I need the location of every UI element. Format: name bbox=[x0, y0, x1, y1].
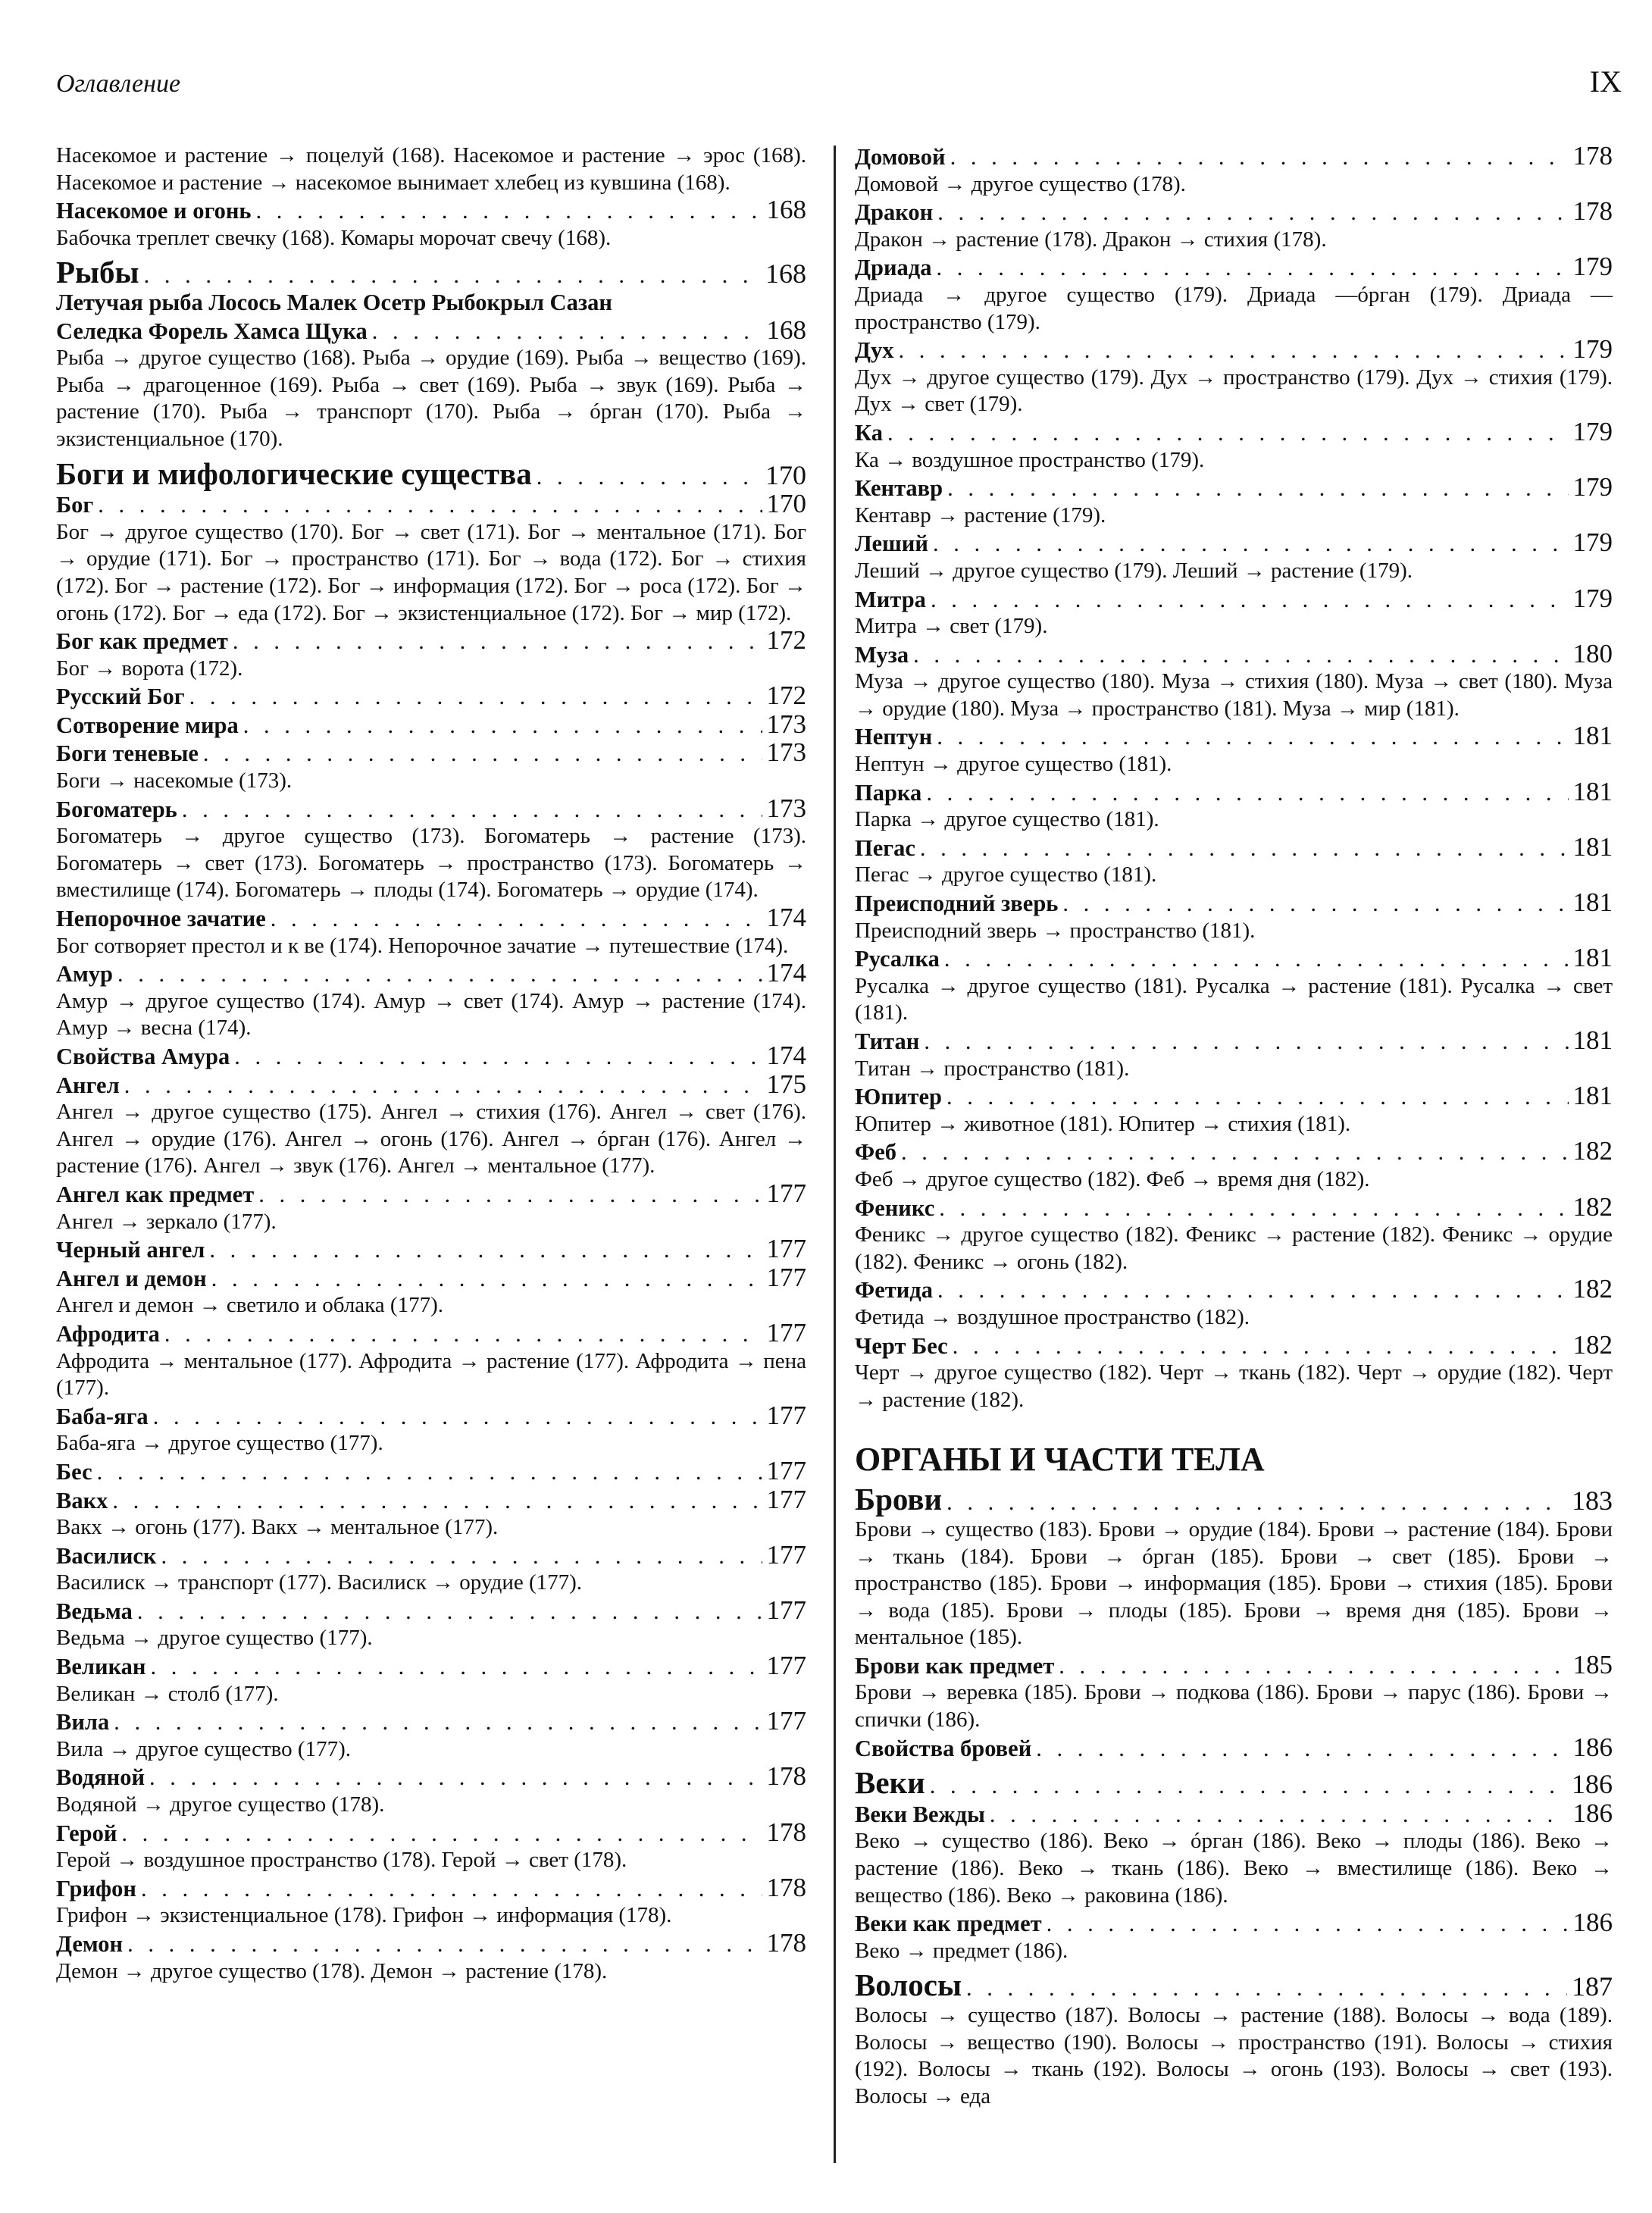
toc-entry[interactable] bbox=[56, 711, 806, 740]
toc-entry[interactable] bbox=[855, 944, 1613, 973]
entry-title: Ведьма bbox=[56, 1598, 133, 1624]
entry-description: Брови → веревка (185). Брови → подкова (186). Брови → парус (186). Брови → спички (186). bbox=[855, 1680, 1613, 1733]
dot-leader bbox=[151, 1654, 762, 1681]
entry-page-number: 174 bbox=[766, 1041, 806, 1070]
entry-title: Афродита bbox=[56, 1320, 160, 1347]
entry-page-number: 179 bbox=[1572, 252, 1613, 282]
toc-entry[interactable] bbox=[56, 1071, 806, 1100]
dot-leader bbox=[271, 906, 762, 933]
toc-entry[interactable] bbox=[855, 142, 1613, 171]
entry-description: Герой → воздушное пространство (178). Герой → свет (178). bbox=[56, 1848, 627, 1873]
entry-page-number: 177 bbox=[766, 1706, 806, 1736]
entry-page-number: 170 bbox=[765, 459, 806, 490]
entry-page-number: 179 bbox=[1572, 583, 1613, 613]
entry-title: Преисподний зверь bbox=[855, 891, 1059, 917]
entry-title: Парка bbox=[855, 779, 922, 806]
entry-page-number: 177 bbox=[766, 1539, 806, 1570]
dot-leader bbox=[898, 337, 1568, 365]
entry-description: Феникс → другое существо (182). Феникс → растение (182). Феникс → орудие (182). Феникс → огонь (182). bbox=[855, 1222, 1613, 1274]
entry-description: Веко → предмет (186). bbox=[855, 1938, 1068, 1963]
entry-page-number: 177 bbox=[766, 1455, 806, 1485]
entry-page-number: 168 bbox=[766, 315, 806, 345]
toc-entry[interactable] bbox=[56, 1707, 806, 1736]
entry-page-number: 186 bbox=[1572, 1908, 1613, 1938]
entry-page-number: 168 bbox=[765, 258, 806, 290]
entry-title: Русский Бог bbox=[56, 684, 185, 710]
entry-description: Русалка → другое существо (181). Русалка → растение (181). Русалка → свет (181). bbox=[855, 973, 1613, 1025]
toc-entry[interactable] bbox=[855, 198, 1613, 227]
dot-leader bbox=[946, 1489, 1567, 1517]
dot-leader bbox=[256, 198, 762, 225]
entry-page-number: 181 bbox=[1572, 1081, 1613, 1111]
dot-leader bbox=[233, 628, 762, 656]
dot-leader bbox=[127, 1931, 762, 1958]
entry-description: Афродита → ментальное (177). Афродита → растение (177). Афродита → пена (177). bbox=[56, 1348, 806, 1401]
entry-title: Волосы bbox=[855, 1967, 962, 2003]
toc-entry[interactable] bbox=[56, 196, 806, 225]
entry-title: Баба-яга bbox=[56, 1403, 149, 1429]
toc-entry[interactable] bbox=[855, 418, 1613, 447]
entry-description: Парка → другое существо (181). bbox=[855, 807, 1159, 832]
dot-leader bbox=[149, 1764, 762, 1792]
dot-leader bbox=[931, 587, 1569, 614]
entry-title: Феникс bbox=[855, 1194, 935, 1221]
entry-title: Домовой bbox=[855, 144, 946, 170]
entry-title: Леший bbox=[855, 531, 928, 557]
entry-title: Водяной bbox=[56, 1764, 145, 1791]
toc-entry[interactable] bbox=[56, 959, 806, 988]
entry-page-number: 178 bbox=[766, 1928, 806, 1958]
entry-description: Бабочка треплет свечку (168). Комары морочат свечу (168). bbox=[56, 225, 612, 250]
dot-leader bbox=[124, 1072, 762, 1100]
entry-description: Митра → свет (179). bbox=[855, 614, 1048, 639]
dot-leader bbox=[913, 642, 1568, 669]
group-entry[interactable] bbox=[855, 1482, 1613, 1517]
entry-page-number: 179 bbox=[1572, 416, 1613, 446]
dot-leader bbox=[990, 1801, 1569, 1829]
dot-leader bbox=[924, 1028, 1568, 1056]
entry-page-number: 172 bbox=[766, 681, 806, 711]
entry-title: Бог как предмет bbox=[56, 628, 228, 655]
column-divider bbox=[834, 146, 836, 2163]
toc-entry[interactable] bbox=[56, 1539, 806, 1570]
entry-title: Ангел bbox=[56, 1072, 120, 1098]
section-heading: ОРГАНЫ И ЧАСТИ ТЕЛА bbox=[855, 1441, 1265, 1479]
dot-leader bbox=[953, 1333, 1569, 1360]
entry-title: Селедка Форель Хамса Щука bbox=[56, 318, 368, 344]
entry-description: Брови → существо (183). Брови → орудие (184). Брови → растение (184). Брови → ткань (184). Брови → óрган (185). Брови → свет (185). Брови → пространство (185). Брови → информация (185). Брови → стихия (185). Брови → вода (185). Брови → плоды (185). Брови → время дня (185). Брови → ментальное (185). bbox=[855, 1517, 1613, 1650]
entry-title: Муза bbox=[855, 641, 909, 668]
dot-leader bbox=[936, 255, 1568, 282]
dot-leader bbox=[966, 1975, 1567, 2002]
entry-description: Бог сотворяет престол и к ве (174). Непорочное зачатие → путешествие (174). bbox=[56, 933, 789, 958]
entry-page-number: 181 bbox=[1572, 721, 1613, 751]
toc-entry[interactable] bbox=[855, 778, 1613, 807]
toc-entry[interactable] bbox=[56, 1402, 806, 1431]
running-header-title: Оглавление bbox=[56, 70, 181, 98]
dot-leader bbox=[933, 531, 1569, 558]
dot-leader bbox=[950, 144, 1569, 171]
entry-description: Ангел и демон → светило и облака (177). bbox=[56, 1293, 443, 1318]
entry-description: Амур → другое существо (174). Амур → свет (174). Амур → растение (174). Амур → весна (174). bbox=[56, 988, 806, 1041]
toc-entry[interactable] bbox=[56, 1652, 806, 1681]
toc-entry[interactable] bbox=[56, 1874, 806, 1903]
dot-leader bbox=[372, 318, 762, 346]
entry-description: Грифон → экзистенциальное (178). Грифон → информация (178). bbox=[56, 1903, 672, 1928]
entry-title: Русалка bbox=[855, 946, 940, 972]
entry-description: Фетида → воздушное пространство (182). bbox=[855, 1304, 1250, 1329]
dot-leader bbox=[121, 1820, 762, 1848]
entry-title: Брови как предмет bbox=[855, 1652, 1055, 1679]
dot-leader bbox=[926, 780, 1568, 807]
entry-title: Рыбы bbox=[56, 255, 139, 290]
entry-page-number: 182 bbox=[1572, 1329, 1613, 1360]
toc-entry[interactable] bbox=[56, 904, 806, 933]
dot-leader bbox=[137, 1598, 762, 1626]
entry-page-number: 181 bbox=[1572, 1025, 1613, 1055]
entry-title: Нептун bbox=[855, 724, 933, 750]
toc-entry[interactable] bbox=[855, 1651, 1613, 1680]
entry-page-number: 168 bbox=[766, 195, 806, 225]
entry-page-number: 182 bbox=[1572, 1274, 1613, 1304]
dot-leader bbox=[112, 1488, 762, 1515]
toc-entry[interactable] bbox=[56, 490, 806, 519]
dot-leader bbox=[937, 724, 1568, 751]
entry-page-number: 182 bbox=[1572, 1191, 1613, 1222]
entry-title: Вакх bbox=[56, 1487, 108, 1513]
entry-page-number: 172 bbox=[766, 625, 806, 656]
entry-description: Насекомое и растение → поцелуй (168). Насекомое и растение → эрос (168). Насекомое и растение → насекомое вынимает хлебец из кувшина (168). bbox=[56, 143, 806, 195]
dot-leader bbox=[98, 492, 762, 519]
entry-page-number: 178 bbox=[766, 1872, 806, 1902]
dot-leader bbox=[209, 1237, 762, 1264]
dot-leader bbox=[1047, 1911, 1569, 1938]
entry-title: Брови bbox=[855, 1482, 943, 1517]
entry-description: Демон → другое существо (178). Демон → растение (178). bbox=[56, 1958, 608, 1983]
dot-leader bbox=[114, 1709, 762, 1736]
entry-title: Свойства Амура bbox=[56, 1044, 230, 1069]
entry-title: Ангел как предмет bbox=[56, 1181, 255, 1207]
toc-entry[interactable] bbox=[855, 336, 1613, 365]
entry-title: Бес bbox=[56, 1458, 92, 1485]
entry-title: Боги и мифологические существа bbox=[56, 455, 532, 491]
dot-leader bbox=[153, 1404, 762, 1431]
toc-entry[interactable] bbox=[56, 739, 806, 768]
entry-page-number: 173 bbox=[766, 793, 806, 823]
dot-leader bbox=[182, 797, 762, 824]
entry-page-number: 177 bbox=[766, 1400, 806, 1430]
entry-description: Феб → другое существо (182). Феб → время дня (182). bbox=[855, 1166, 1370, 1191]
toc-entry[interactable] bbox=[855, 529, 1613, 558]
entry-description: Домовой → другое существо (178). bbox=[855, 171, 1186, 196]
entry-description: Великан → столб (177). bbox=[56, 1681, 279, 1706]
entry-title: Титан bbox=[855, 1028, 920, 1054]
entry-description: Бог → ворота (172). bbox=[56, 656, 243, 681]
toc-entry[interactable] bbox=[56, 1486, 806, 1515]
entry-page-number: 177 bbox=[766, 1595, 806, 1625]
entry-page-number: 177 bbox=[766, 1651, 806, 1681]
entry-title: Ангел и демон bbox=[56, 1265, 207, 1291]
entry-page-number: 177 bbox=[766, 1178, 806, 1208]
dot-leader bbox=[944, 946, 1569, 973]
entry-page-number: 178 bbox=[1572, 196, 1613, 227]
entry-page-number: 179 bbox=[1572, 472, 1613, 502]
dot-leader bbox=[258, 1182, 762, 1209]
entry-description: Кентавр → растение (179). bbox=[855, 502, 1106, 527]
toc-entry[interactable] bbox=[855, 831, 1613, 862]
entry-title: Свойства бровей bbox=[855, 1735, 1032, 1761]
dot-leader bbox=[947, 475, 1568, 502]
toc-entry[interactable] bbox=[855, 1800, 1613, 1829]
entry-page-number: 181 bbox=[1572, 776, 1613, 806]
entry-title: Вила bbox=[56, 1709, 110, 1736]
dot-leader bbox=[1036, 1736, 1568, 1763]
dot-leader bbox=[937, 1277, 1569, 1304]
entry-description: Ангел → зеркало (177). bbox=[56, 1209, 277, 1234]
dot-leader bbox=[234, 1044, 762, 1071]
dot-leader bbox=[243, 712, 762, 740]
toc-entry[interactable] bbox=[855, 1734, 1613, 1763]
toc-entry[interactable] bbox=[855, 722, 1613, 751]
entry-title: Дух bbox=[855, 337, 894, 364]
toc-entry[interactable] bbox=[56, 682, 806, 711]
entry-title: Летучая рыба Лосось Малек Осетр Рыбокрыл Сазан bbox=[56, 289, 612, 315]
dot-leader bbox=[1059, 1653, 1568, 1680]
toc-entry[interactable] bbox=[855, 585, 1613, 614]
toc-entry[interactable] bbox=[56, 1457, 806, 1486]
entry-page-number: 185 bbox=[1572, 1649, 1613, 1679]
entry-description: Ведьма → другое существо (177). bbox=[56, 1626, 373, 1651]
entry-page-number: 177 bbox=[766, 1262, 806, 1292]
dot-leader bbox=[937, 199, 1568, 227]
entry-title: Черт Бес bbox=[855, 1332, 948, 1359]
dot-leader bbox=[211, 1266, 762, 1293]
entry-description: Ка → воздушное пространство (179). bbox=[855, 447, 1205, 472]
entry-title: Митра bbox=[855, 586, 926, 612]
entry-title: Веки bbox=[855, 1765, 925, 1801]
entry-title: Сотворение мира bbox=[56, 712, 239, 738]
entry-description: Вила → другое существо (177). bbox=[56, 1736, 351, 1761]
entry-title: Богоматерь bbox=[56, 796, 177, 822]
entry-page-number: 186 bbox=[1572, 1769, 1613, 1800]
entry-title: Феб bbox=[855, 1139, 896, 1166]
entry-page-number: 177 bbox=[766, 1317, 806, 1348]
dot-leader bbox=[161, 1543, 762, 1570]
entry-title: Грифон bbox=[56, 1875, 136, 1902]
page-number: IX bbox=[1589, 64, 1622, 99]
toc-entry[interactable] bbox=[855, 1138, 1613, 1166]
dot-leader bbox=[117, 961, 762, 988]
entry-description: Юпитер → животное (181). Юпитер → стихия (181). bbox=[855, 1111, 1351, 1136]
entry-description: Боги → насекомые (173). bbox=[56, 768, 293, 793]
entry-description: Водяной → другое существо (178). bbox=[56, 1792, 385, 1817]
entry-page-number: 177 bbox=[766, 1234, 806, 1264]
entry-description: Нептун → другое существо (181). bbox=[855, 752, 1172, 777]
entry-page-number: 173 bbox=[766, 737, 806, 768]
entry-description: Дриада → другое существо (179). Дриада —óрган (179). Дриада — пространство (179). bbox=[855, 282, 1613, 334]
toc-entry[interactable] bbox=[56, 795, 806, 824]
entry-title: Фетида bbox=[855, 1277, 933, 1304]
toc-entry[interactable] bbox=[855, 1082, 1613, 1111]
entry-page-number: 183 bbox=[1572, 1485, 1613, 1517]
entry-page-number: 175 bbox=[766, 1069, 806, 1099]
toc-entry[interactable] bbox=[855, 1191, 1613, 1222]
entry-title: Веки Вежды bbox=[855, 1801, 985, 1827]
toc-entry[interactable] bbox=[56, 627, 806, 656]
entry-page-number: 181 bbox=[1572, 887, 1613, 918]
entry-page-number: 177 bbox=[766, 1484, 806, 1514]
dot-leader bbox=[144, 262, 761, 290]
entry-title: Боги теневые bbox=[56, 740, 199, 767]
dot-leader bbox=[887, 420, 1569, 447]
entry-page-number: 186 bbox=[1572, 1798, 1613, 1828]
entry-description: Волосы → существо (187). Волосы → растение (188). Волосы → вода (189). Волосы → вещество (190). Волосы → пространство (191). Волосы → стихия (192). Волосы → ткань (192). Волосы → огонь (193). Волосы → свет (193). Волосы → еда bbox=[855, 2003, 1613, 2108]
entry-title: Герой bbox=[56, 1820, 117, 1846]
entry-description: Леший → другое существо (179). Леший → растение (179). bbox=[855, 558, 1413, 583]
toc-entry[interactable] bbox=[56, 1042, 806, 1071]
dot-leader bbox=[141, 1876, 762, 1903]
entry-title: Пегас bbox=[855, 834, 915, 861]
entry-description: Титан → пространство (181). bbox=[855, 1056, 1130, 1081]
entry-title: Василиск bbox=[56, 1542, 157, 1569]
entry-title: Веки как предмет bbox=[855, 1911, 1042, 1937]
entry-page-number: 178 bbox=[766, 1761, 806, 1792]
toc-entry[interactable] bbox=[855, 889, 1613, 918]
toc-entry[interactable] bbox=[855, 474, 1613, 502]
entry-description: Бог → другое существо (170). Бог → свет (171). Бог → ментальное (171). Бог → орудие (171). Бог → пространство (171). Бог → вода (172). Бог → стихия (172). Бог → растение (172). Бог → информация (172). Бог → роса (172). Бог → огонь (172). Бог → еда (172). Бог → экзистенциальное (172). Бог → мир (172). bbox=[56, 519, 806, 625]
group-entry[interactable] bbox=[855, 1967, 1613, 2003]
entry-title: Амур bbox=[56, 961, 114, 988]
entry-page-number: 179 bbox=[1572, 527, 1613, 558]
entry-title: Ка bbox=[855, 419, 883, 446]
entry-title: Дриада bbox=[855, 255, 932, 281]
entry-title: Непорочное зачатие bbox=[56, 906, 266, 932]
entry-description: Черт → другое существо (182). Черт → ткань (182). Черт → орудие (182). Черт → растение (182). bbox=[855, 1360, 1613, 1412]
toc-entry[interactable] bbox=[855, 1909, 1613, 1938]
entry-page-number: 187 bbox=[1572, 1971, 1613, 2002]
toc-entry[interactable] bbox=[855, 1329, 1613, 1360]
entry-description: Рыба → другое существо (168). Рыба → орудие (169). Рыба → вещество (169). Рыба → драгоценное (169). Рыба → свет (169). Рыба → звук (169). Рыба → растение (170). Рыба → транспорт (170). Рыба → óрган (170). Рыба → экзистенциальное (170). bbox=[56, 346, 806, 451]
toc-entry[interactable] bbox=[56, 1930, 806, 1958]
entry-page-number: 178 bbox=[1572, 141, 1613, 171]
toc-entry[interactable] bbox=[855, 1027, 1613, 1056]
entry-title: Черный ангел bbox=[56, 1237, 205, 1263]
toc-entry[interactable] bbox=[56, 1597, 806, 1626]
group-entry[interactable] bbox=[56, 455, 806, 491]
dot-leader bbox=[97, 1459, 762, 1486]
dot-leader bbox=[189, 684, 762, 711]
toc-entry[interactable] bbox=[56, 1763, 806, 1792]
entry-page-number: 186 bbox=[1572, 1732, 1613, 1762]
entry-page-number: 179 bbox=[1572, 334, 1613, 365]
entry-title: Кентавр bbox=[855, 475, 943, 502]
dot-leader bbox=[939, 1195, 1568, 1222]
entry-title: Насекомое и огонь bbox=[56, 198, 252, 224]
entry-description: Ангел → другое существо (175). Ангел → стихия (176). Ангел → свет (176). Ангел → орудие (176). Ангел → огонь (176). Ангел → óрган (176). Ангел → растение (176). Ангел → звук (176). Ангел → ментальное (177). bbox=[56, 1100, 806, 1178]
group-entry[interactable] bbox=[56, 255, 806, 290]
entry-page-number: 182 bbox=[1572, 1136, 1613, 1166]
toc-entry[interactable] bbox=[56, 1819, 806, 1848]
entry-description: Муза → другое существо (180). Муза → стихия (180). Муза → свет (180). Муза → орудие (180). Муза → пространство (181). Муза → мир (181). bbox=[855, 669, 1613, 721]
entry-page-number: 174 bbox=[766, 958, 806, 988]
entry-title: Великан bbox=[56, 1654, 146, 1680]
entry-description: Преисподний зверь → пространство (181). bbox=[855, 918, 1256, 943]
entry-page-number: 181 bbox=[1572, 831, 1613, 862]
dot-leader bbox=[946, 1084, 1569, 1111]
toc-entry[interactable] bbox=[855, 253, 1613, 282]
entry-page-number: 178 bbox=[766, 1817, 806, 1847]
group-entry[interactable] bbox=[855, 1765, 1613, 1801]
entry-page-number: 181 bbox=[1572, 943, 1613, 973]
right-column bbox=[855, 142, 1613, 2110]
entry-page-number: 170 bbox=[766, 489, 806, 519]
entry-page-number: 180 bbox=[1572, 638, 1613, 668]
toc-entry[interactable] bbox=[56, 317, 806, 346]
entry-title: Демон bbox=[56, 1931, 124, 1957]
dot-leader bbox=[203, 740, 762, 768]
toc-entry[interactable] bbox=[56, 1319, 806, 1348]
entry-page-number: 174 bbox=[766, 903, 806, 933]
entry-description: Дракон → растение (178). Дракон → стихия (178). bbox=[855, 227, 1327, 252]
entry-description: Василиск → транспорт (177). Василиск → орудие (177). bbox=[56, 1570, 583, 1595]
entry-title: Юпитер bbox=[855, 1084, 942, 1110]
dot-leader bbox=[1062, 891, 1568, 918]
entry-description: Вакх → огонь (177). Вакх → ментальное (177). bbox=[56, 1515, 499, 1540]
entry-description: Веко → существо (186). Веко → óрган (186). Веко → плоды (186). Веко → растение (186). Веко → ткань (186). Веко → вместилище (186). Веко → вещество (186). Веко → раковина (186). bbox=[855, 1829, 1613, 1908]
entry-description: Баба-яга → другое существо (177). bbox=[56, 1431, 383, 1456]
left-column bbox=[56, 142, 806, 1985]
entry-title: Дракон bbox=[855, 199, 934, 226]
entry-description: Пегас → другое существо (181). bbox=[855, 862, 1157, 887]
toc-entry[interactable] bbox=[56, 1264, 806, 1293]
entry-page-number: 173 bbox=[766, 709, 806, 739]
dot-leader bbox=[901, 1139, 1569, 1166]
entry-title: Бог bbox=[56, 492, 94, 518]
entry-description: Дух → другое существо (179). Дух → пространство (179). Дух → стихия (179). Дух → свет (179). bbox=[855, 365, 1613, 417]
dot-leader bbox=[164, 1321, 762, 1348]
toc-entry[interactable] bbox=[855, 1276, 1613, 1304]
toc-entry[interactable] bbox=[56, 1235, 806, 1264]
entry-description: Богоматерь → другое существо (173). Богоматерь → растение (173). Богоматерь → свет (173). Богоматерь → пространство (173). Богоматерь → вместилище (174). Богоматерь → плоды (174). Богоматерь → орудие (174). bbox=[56, 824, 806, 903]
dot-leader bbox=[920, 835, 1569, 862]
dot-leader bbox=[537, 464, 761, 491]
toc-entry[interactable] bbox=[855, 640, 1613, 669]
toc-entry[interactable] bbox=[56, 1180, 806, 1209]
dot-leader bbox=[930, 1773, 1567, 1800]
